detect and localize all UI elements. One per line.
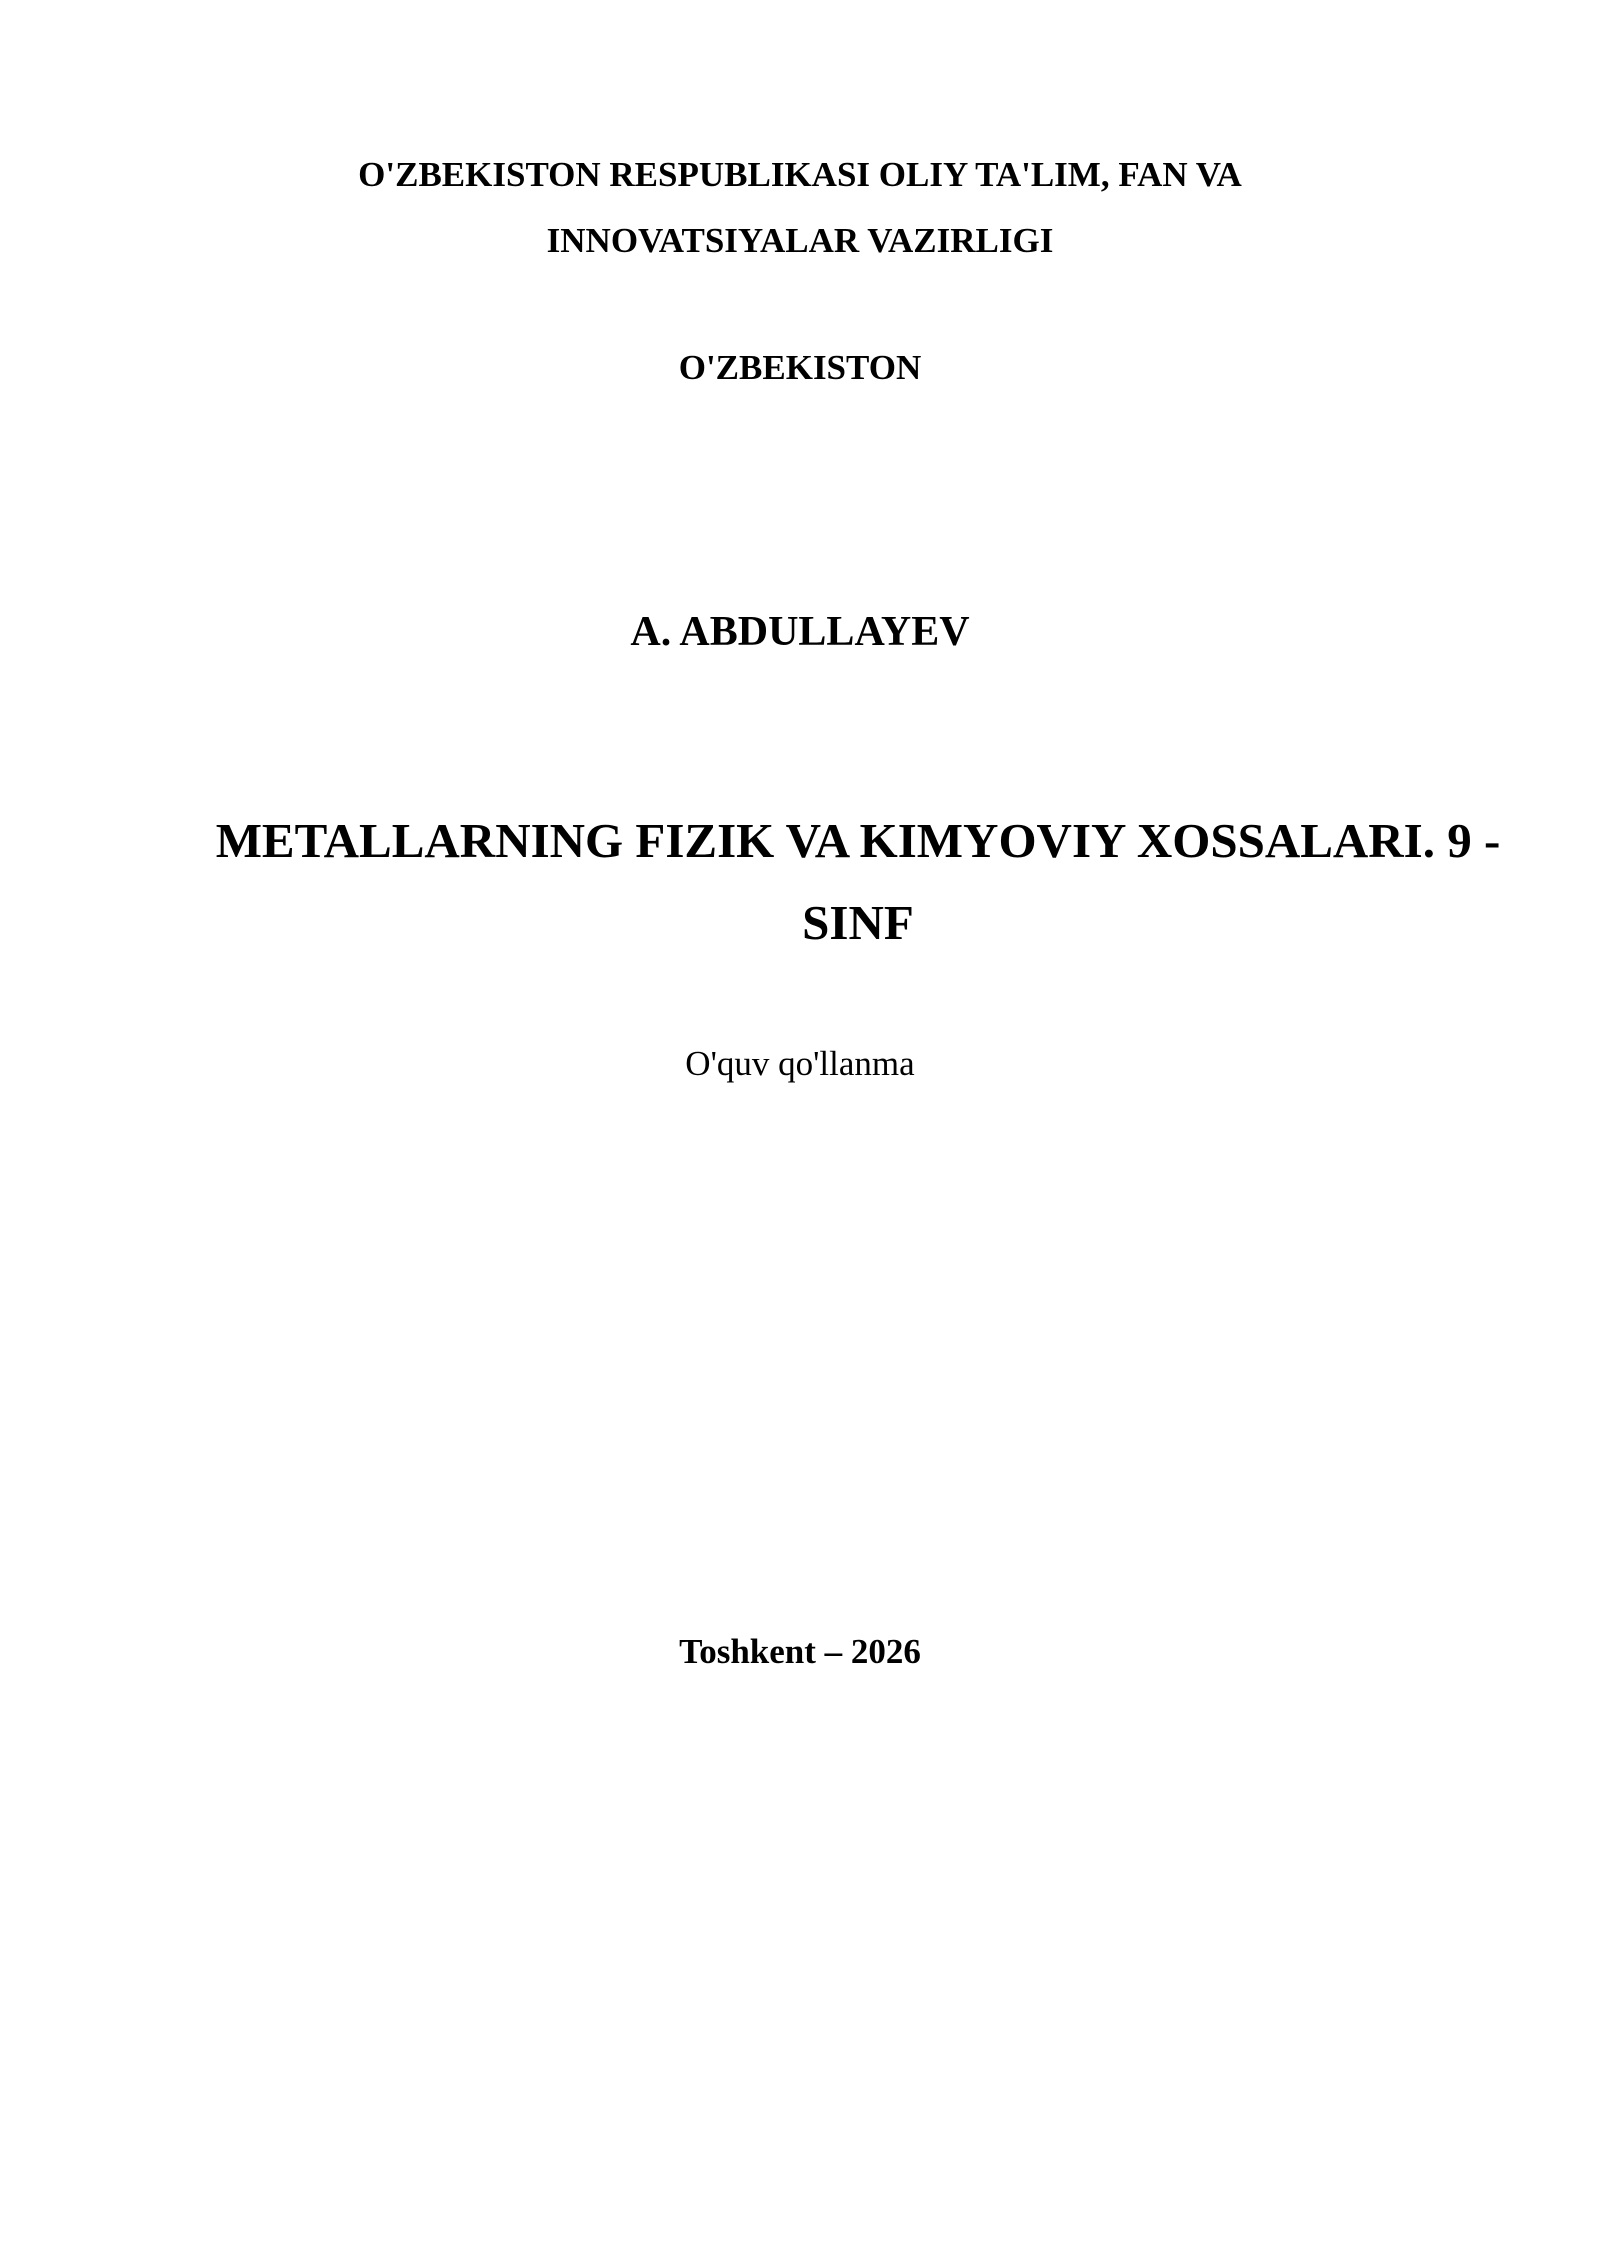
book-subtitle: O'quv qo'llanma (685, 1044, 915, 1083)
ministry-heading (0, 142, 1600, 274)
ministry-line-1: O'ZBEKISTON RESPUBLIKASI OLIY TA'LIM, FAN VA (358, 155, 1242, 194)
book-title: METALLARNING FIZIK VA KIMYOVIY XOSSALARI. 9 - SINF (215, 813, 1501, 950)
author-name: A. ABDULLAYEV (630, 609, 970, 655)
ministry-line-2: INNOVATSIYALAR VAZIRLIGI (546, 221, 1054, 260)
place-year: Toshkent – 2026 (679, 1632, 921, 1671)
country-heading: O'ZBEKISTON (678, 348, 922, 387)
